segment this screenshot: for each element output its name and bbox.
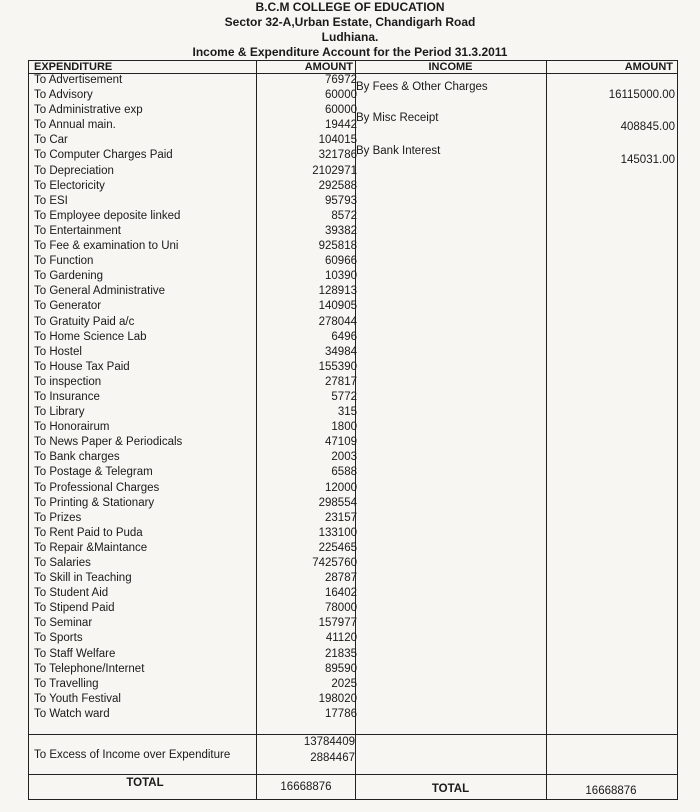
expenditure-item: To inspection: [34, 375, 102, 388]
expenditure-amount: 19442: [325, 119, 357, 132]
expenditure-amount: 157977: [318, 617, 357, 630]
income-amount: 408845.00: [620, 121, 675, 133]
expenditure-item: To Generator: [34, 300, 102, 313]
expenditure-item: To Hostel: [34, 345, 82, 358]
expenditure-amount: 27817: [325, 375, 357, 388]
expenditure-amount: 925818: [318, 240, 357, 253]
expenditure-item: To Library: [34, 406, 85, 419]
expenditure-item: To Skill in Teaching: [34, 572, 132, 585]
expenditure-amount: 21835: [325, 647, 357, 660]
expenditure-item: To Depreciation: [34, 164, 114, 177]
expenditure-amount: 76972: [325, 74, 357, 86]
expenditure-item: To Administrative exp: [34, 104, 143, 117]
expenditure-list: [34, 73, 259, 722]
expenditure-amount: 60966: [325, 255, 357, 268]
expenditure-item: To Employee deposite linked: [34, 209, 181, 222]
expenditure-amount: 39382: [325, 224, 357, 237]
expenditure-item: To Gardening: [34, 270, 104, 283]
expenditure-amount: 23157: [325, 511, 357, 524]
expenditure-item: To Electoricity: [34, 179, 105, 192]
expenditure-item: To Student Aid: [34, 587, 109, 600]
expenditure-item: To Home Science Lab: [34, 330, 147, 343]
expenditure-item: To Function: [34, 255, 94, 268]
expenditure-amount: 6496: [331, 330, 357, 343]
expenditure-amount: 140905: [318, 300, 357, 313]
expenditure-total-label: TOTAL: [126, 777, 164, 789]
expenditure-item: To Sports: [34, 632, 83, 645]
expenditure-amount: 41120: [325, 632, 357, 645]
expenditure-amount: 2025: [331, 677, 357, 690]
college-address: Sector 32-A,Urban Estate, Chandigarh Road: [224, 15, 476, 29]
expenditure-amount: 78000: [325, 602, 357, 615]
expenditure-amount: 60000: [325, 89, 357, 102]
expenditure-item: To Fee & examination to Uni: [34, 240, 179, 253]
expenditure-item: To Entertainment: [34, 224, 121, 237]
expenditure-item: To Travelling: [34, 677, 99, 690]
expenditure-amount: 292588: [318, 179, 357, 192]
expenditure-item: To Advisory: [34, 89, 93, 102]
expenditure-item: To Repair &Maintance: [34, 541, 148, 554]
expenditure-item: To Stipend Paid: [34, 602, 115, 615]
income-amount: 16115000.00: [608, 89, 675, 101]
income-item: By Misc Receipt: [356, 112, 439, 124]
expenditure-amount: 2102971: [312, 164, 357, 177]
expenditure-item: To ESI: [34, 194, 68, 207]
college-name: B.C.M COLLEGE OF EDUCATION: [255, 0, 445, 14]
expenditure-item: To Postage & Telegram: [34, 466, 153, 479]
subtotal-rule: [29, 734, 677, 735]
expenditure-subtotal: 13784409: [303, 736, 355, 748]
expenditure-item: To Youth Festival: [34, 692, 121, 705]
income-amount: 145031.00: [620, 154, 675, 166]
expenditure-amount: 47109: [325, 436, 357, 449]
income-total-label: TOTAL: [431, 783, 470, 795]
expenditure-amount: 225465: [318, 541, 357, 554]
expenditure-item: To Professional Charges: [34, 481, 160, 494]
expenditure-amount: 278044: [318, 315, 357, 328]
expenditure-item: To Insurance: [34, 390, 100, 403]
expenditure-item: To Bank charges: [34, 451, 120, 464]
income-amount-header: AMOUNT: [624, 61, 673, 73]
expenditure-amount: 95793: [325, 194, 357, 207]
expenditure-item: To Prizes: [34, 511, 82, 524]
statement-title: Income & Expenditure Account for the Period 31.3.2011: [192, 45, 508, 59]
expenditure-item: To Rent Paid to Puda: [34, 526, 143, 539]
expenditure-amount: 133100: [318, 526, 357, 539]
income-item: By Fees & Other Charges: [356, 81, 488, 93]
expenditure-amount: 7425760: [312, 557, 357, 569]
expenditure-item: To Salaries: [34, 557, 91, 569]
expenditure-item: To Telephone/Internet: [34, 662, 145, 675]
income-item: By Bank Interest: [356, 145, 441, 157]
expenditure-item: To Seminar: [34, 617, 93, 630]
total-rule: [29, 774, 677, 775]
expenditure-amount: 321786: [318, 149, 357, 162]
amount-header: AMOUNT: [304, 61, 353, 73]
expenditure-item: To Watch ward: [34, 707, 110, 720]
expenditure-amount: 8572: [331, 209, 357, 222]
column-divider: [546, 61, 547, 799]
expenditure-amount: 1800: [331, 421, 357, 434]
expenditure-amount: 17786: [325, 707, 357, 720]
expenditure-amount: 198020: [318, 692, 357, 705]
expenditure-amount: 315: [337, 406, 357, 419]
income-total-amount: 16668876: [585, 785, 637, 797]
expenditure-item: To General Administrative: [34, 285, 166, 298]
expenditure-amount: 28787: [325, 572, 357, 585]
expenditure-amount: 60000: [325, 104, 357, 117]
expenditure-amount: 128913: [318, 285, 357, 298]
expenditure-amount: 2003: [331, 451, 357, 464]
expenditure-amount-list: [257, 73, 357, 722]
expenditure-item: To Gratuity Paid a/c: [34, 315, 135, 328]
expenditure-header: EXPENDITURE: [34, 61, 113, 73]
expenditure-amount: 104015: [318, 134, 357, 147]
expenditure-item: To Printing & Stationary: [34, 496, 155, 509]
income-header: INCOME: [428, 61, 473, 73]
excess-label: To Excess of Income over Expenditure: [34, 749, 231, 761]
expenditure-amount: 12000: [325, 481, 357, 494]
expenditure-amount: 298554: [318, 496, 357, 509]
expenditure-amount: 34984: [325, 345, 357, 358]
expenditure-amount: 5772: [331, 390, 357, 403]
expenditure-item: To Staff Welfare: [34, 647, 116, 660]
expenditure-item: To News Paper & Periodicals: [34, 436, 183, 449]
expenditure-amount: 16402: [325, 587, 357, 600]
expenditure-item: To Honorairum: [34, 421, 110, 434]
expenditure-amount: 10390: [325, 270, 357, 283]
expenditure-item: To Car: [34, 134, 68, 147]
college-city: Ludhiana.: [321, 30, 379, 44]
expenditure-amount: 6588: [331, 466, 357, 479]
expenditure-total-amount: 16668876: [280, 781, 332, 793]
expenditure-item: To Annual main.: [34, 119, 116, 132]
expenditure-item: To Computer Charges Paid: [34, 149, 173, 162]
expenditure-amount: 89590: [325, 662, 357, 675]
excess-amount: 2884467: [310, 752, 355, 764]
income-expenditure-table: [28, 60, 678, 800]
expenditure-item: To Advertisement: [34, 74, 123, 86]
expenditure-item: To House Tax Paid: [34, 360, 130, 373]
expenditure-amount: 155390: [318, 360, 357, 373]
